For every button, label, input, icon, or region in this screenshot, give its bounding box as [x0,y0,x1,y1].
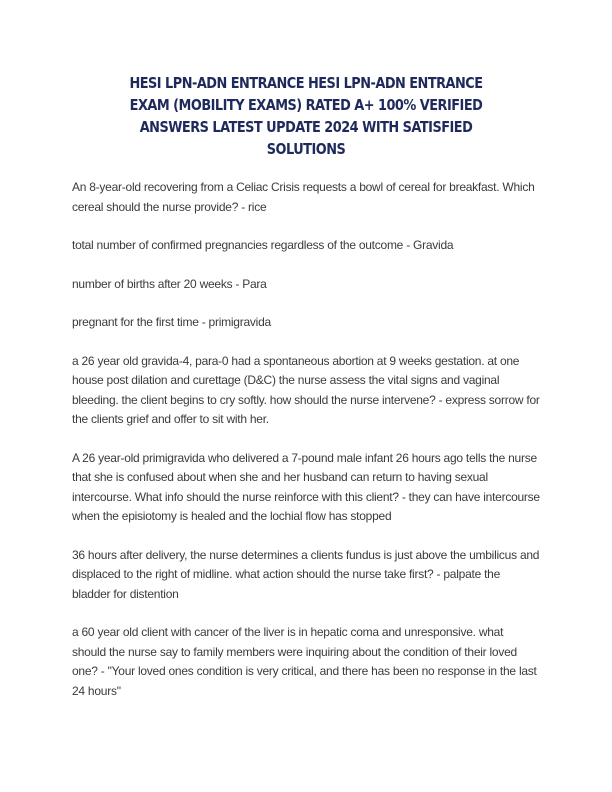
document-title: HESI LPN-ADN ENTRANCE HESI LPN-ADN ENTRANCE EXAM (MOBILITY EXAMS) RATED A+ 100% VERIFIED ANSWERS LATEST UPDATE 2024 WITH SATISFIED SOLUTIONS [129,74,483,158]
qa-item-spontaneous-abortion: a 26 year old gravida-4, para-0 had a spontaneous abortion at 9 weeks gestation. at one house post dilation and curettage (D&C) the nurse assess the vital signs and vaginal bleeding. the client begins to cry softly. how should the nurse intervene? - express sorrow for the clients grief and offer to sit with her. [72,353,540,426]
qa-item-celiac-cereal: An 8-year-old recovering from a Celiac Crisis requests a bowl of cereal for breakfast. Which cereal should the nurse provide? - rice [72,180,535,214]
qa-item-hepatic-coma: a 60 year old client with cancer of the liver is in hepatic coma and unresponsive. what should the nurse say to family members were inquiring about the condition of their loved one? - "Your loved ones condition is very critical, and there has been no response in the last 24 hours" [72,625,537,698]
qa-item-para: number of births after 20 weeks - Para [72,276,267,291]
qa-item-fundus-displaced: 36 hours after delivery, the nurse determines a clients fundus is just above the umbilicus and displaced to the right of midline. what action should the nurse take first? - palpate the bladder for distention [72,547,540,601]
qa-item-primigravida: pregnant for the first time - primigravida [72,315,271,329]
qa-item-gravida: total number of confirmed pregnancies regardless of the outcome - Gravida [72,238,454,252]
qa-item-postpartum-intercourse: A 26 year-old primigravida who delivered a 7-pound male infant 26 hours ago tells the nurse that she is confused about when she and her husband can return to having sexual intercourse. What info should the nurse reinforce with this client? - they can have intercourse when the episiotomy is healed and the lochial flow has stopped [72,450,540,523]
